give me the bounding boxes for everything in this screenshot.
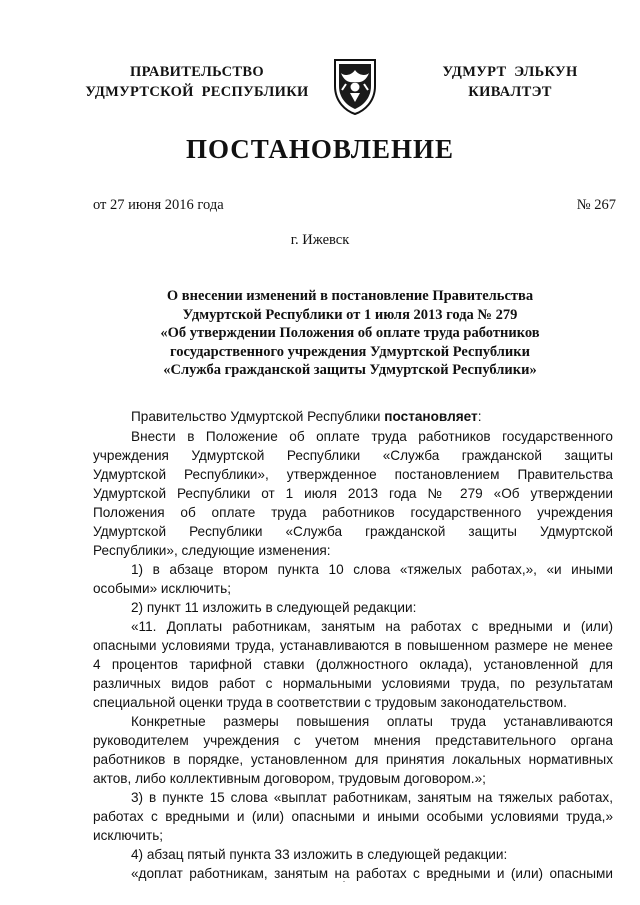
udmurt-coat-of-arms-icon <box>330 56 380 116</box>
scan-artifact <box>343 881 345 882</box>
body-line: руководителем учреждения с учетом мнения представительного органа <box>93 733 613 748</box>
title-line: «Служба гражданской защиты Удмуртской Республики» <box>163 362 537 378</box>
body-line: Внести в Положение об оплате труда работников государственного <box>131 429 613 444</box>
body-line: работах с вредными и (или) опасными и иными особыми условиями труда,» <box>93 809 613 824</box>
body-line: опасными условиями труда, устанавливаются в повышенном размере не менее <box>93 638 613 653</box>
body-line: работников в порядке, установленном для принятия локальных нормативных <box>93 752 613 767</box>
title-line: О внесении изменений в постановление Правительства <box>166 288 534 304</box>
body-line: Удмуртской Республики от 1 июля 2013 года № 279 «Об утверждении <box>93 486 613 501</box>
body-line: 4 процентов тарифной ставки (должностного оклада), установленной для <box>93 657 613 672</box>
intro-line <box>131 408 482 426</box>
body-line: 2) пункт 11 изложить в следующей редакции: <box>131 600 417 615</box>
body-line: Республики», следующие изменения: <box>93 543 331 558</box>
body-line: 1) в абзаце втором пункта 10 слова «тяжелых работах,», «и иными <box>131 562 613 577</box>
document-title <box>100 287 600 380</box>
org-name-left <box>62 62 332 102</box>
body-line: Положения об оплате труда работников государственного учреждения <box>93 505 613 520</box>
body-line: Удмуртской Республики «Служба гражданской защиты Удмуртской <box>93 524 613 539</box>
document-type-heading: ПОСТАНОВЛЕНИЕ <box>185 134 455 164</box>
org-left-line1: ПРАВИТЕЛЬСТВО <box>130 64 264 80</box>
body-line: особыми» исключить; <box>93 581 231 596</box>
org-left-line2: УДМУРТСКОЙ РЕСПУБЛИКИ <box>85 84 309 100</box>
intro-prefix: Правительство Удмуртской Республики <box>131 409 385 424</box>
title-line: «Об утверждении Положения об оплате труда работников <box>160 325 540 341</box>
document-number: № 267 <box>576 197 616 213</box>
body-line: различных видов работ с нормальными условиями труда, по результатам <box>93 676 613 691</box>
body-line: «доплат работникам, занятым на работах с вредными и (или) опасными <box>131 866 613 881</box>
document-city: г. Ижевск <box>290 232 350 248</box>
body-line: актов, либо коллективным договором, трудовым договором.»; <box>93 771 486 786</box>
body-line: учреждения Удмуртской Республики «Служба гражданской защиты <box>93 448 613 463</box>
org-right-line2: КИВАЛТЭТ <box>468 84 552 100</box>
document-date: от 27 июня 2016 года <box>93 197 224 213</box>
body-line: Конкретные размеры повышения оплаты труда устанавливаются <box>131 714 613 729</box>
intro-verb: постановляет <box>384 409 478 424</box>
title-line: Удмуртской Республики от 1 июля 2013 года № 279 <box>182 306 518 323</box>
body-line: Удмуртской Республики», утвержденное постановлением Правительства <box>93 467 613 482</box>
org-name-right <box>395 62 625 102</box>
org-right-line1: УДМУРТ ЭЛЬКУН <box>442 64 578 80</box>
body-line: 3) в пункте 15 слова «выплат работникам, занятым на тяжелых работах, <box>131 790 613 805</box>
body-line: исключить; <box>93 828 164 843</box>
body-line: 4) абзац пятый пункта 33 изложить в следующей редакции: <box>131 847 508 862</box>
title-line: государственного учреждения Удмуртской Республики <box>170 343 530 360</box>
intro-suffix: : <box>477 409 482 424</box>
body-line: специальной оценки труда в соответствии с трудовым законодательством. <box>93 695 567 710</box>
body-line: «11. Доплаты работникам, занятым на работах с вредными и (или) <box>131 619 613 634</box>
